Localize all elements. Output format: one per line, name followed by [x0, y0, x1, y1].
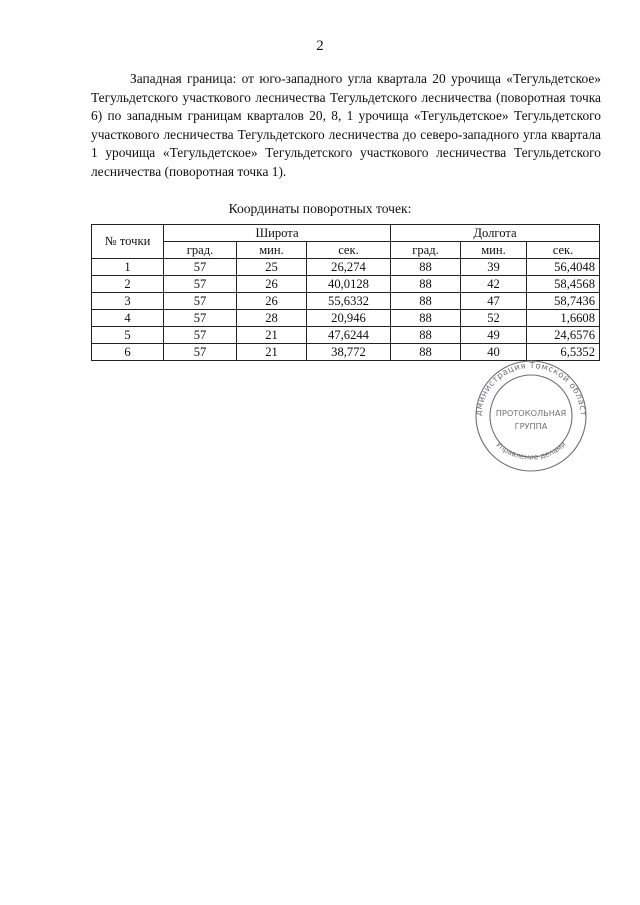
table-row — [92, 310, 600, 327]
cell-lon-deg: 88 — [391, 293, 461, 310]
page-number: 2 — [316, 38, 324, 54]
cell-lon-deg: 88 — [391, 310, 461, 327]
cell-lon-sec: 24,6576 — [527, 327, 600, 344]
cell-lon-sec: 56,4048 — [527, 259, 600, 276]
boundary-paragraph: Западная граница: от юго-западного угла квартала 20 урочища «Тегульдетское» Тегульдетского участкового лесничества Тегульдетского лесничества (поворотная точка 6) по западным границам кварталов 20, 8, 1 урочища «Тегульдетское» Тегульдетского участкового лесничества Тегульдетского лесничества до северо-западного угла квартала 1 урочища «Тегульдетское» Тегульдетского участкового лесничества Тегульдетского лесничества (поворотная точка 1). — [91, 71, 601, 179]
header-lon-min: мин. — [461, 242, 527, 259]
cell-point: 4 — [92, 310, 164, 327]
header-point-number: № точки — [92, 225, 164, 259]
cell-lat-deg: 57 — [164, 344, 237, 361]
table-row — [92, 276, 600, 293]
cell-lon-deg: 88 — [391, 259, 461, 276]
cell-lon-min: 52 — [461, 310, 527, 327]
cell-lat-sec: 20,946 — [307, 310, 391, 327]
cell-lat-sec: 55,6332 — [307, 293, 391, 310]
header-lon-deg: град. — [391, 242, 461, 259]
cell-lat-min: 25 — [237, 259, 307, 276]
cell-lat-sec: 38,772 — [307, 344, 391, 361]
cell-lat-deg: 57 — [164, 276, 237, 293]
table-caption: Координаты поворотных точек: — [228, 201, 412, 216]
table-row — [92, 293, 600, 310]
cell-lat-deg: 57 — [164, 293, 237, 310]
seal-center-line2: ГРУППА — [514, 421, 548, 431]
cell-lon-min: 39 — [461, 259, 527, 276]
header-lat-min: мин. — [237, 242, 307, 259]
cell-lon-deg: 88 — [391, 276, 461, 293]
cell-lat-min: 26 — [237, 293, 307, 310]
cell-lat-min: 21 — [237, 327, 307, 344]
cell-lon-min: 40 — [461, 344, 527, 361]
cell-lon-sec: 58,4568 — [527, 276, 600, 293]
seal-outer-text: дминистрация Томской област — [472, 359, 590, 417]
cell-point: 6 — [92, 344, 164, 361]
cell-point: 1 — [92, 259, 164, 276]
cell-point: 3 — [92, 293, 164, 310]
table-row — [92, 259, 600, 276]
cell-lon-min: 42 — [461, 276, 527, 293]
cell-lat-deg: 57 — [164, 327, 237, 344]
seal-center-line1: ПРОТОКОЛЬНАЯ — [495, 408, 567, 418]
cell-lat-sec: 40,0128 — [307, 276, 391, 293]
official-seal — [463, 356, 599, 472]
cell-lat-deg: 57 — [164, 310, 237, 327]
cell-lon-sec: 58,7436 — [527, 293, 600, 310]
cell-point: 2 — [92, 276, 164, 293]
header-lat-deg: град. — [164, 242, 237, 259]
cell-point: 5 — [92, 327, 164, 344]
cell-lat-min: 26 — [237, 276, 307, 293]
cell-lat-deg: 57 — [164, 259, 237, 276]
cell-lon-sec: 6,5352 — [527, 344, 600, 361]
header-lon-sec: сек. — [527, 242, 600, 259]
coordinates-table — [91, 224, 600, 361]
seal-stamp-graphic — [463, 356, 599, 472]
cell-lon-deg: 88 — [391, 327, 461, 344]
header-longitude: Долгота — [391, 225, 600, 242]
header-latitude: Широта — [164, 225, 391, 242]
cell-lat-sec: 47,6244 — [307, 327, 391, 344]
cell-lat-min: 21 — [237, 344, 307, 361]
cell-lon-deg: 88 — [391, 344, 461, 361]
header-lat-sec: сек. — [307, 242, 391, 259]
cell-lat-min: 28 — [237, 310, 307, 327]
cell-lat-sec: 26,274 — [307, 259, 391, 276]
cell-lon-min: 49 — [461, 327, 527, 344]
cell-lon-min: 47 — [461, 293, 527, 310]
table-row — [92, 327, 600, 344]
seal-bottom-text: Управление делами — [494, 439, 568, 462]
cell-lon-sec: 1,6608 — [527, 310, 600, 327]
